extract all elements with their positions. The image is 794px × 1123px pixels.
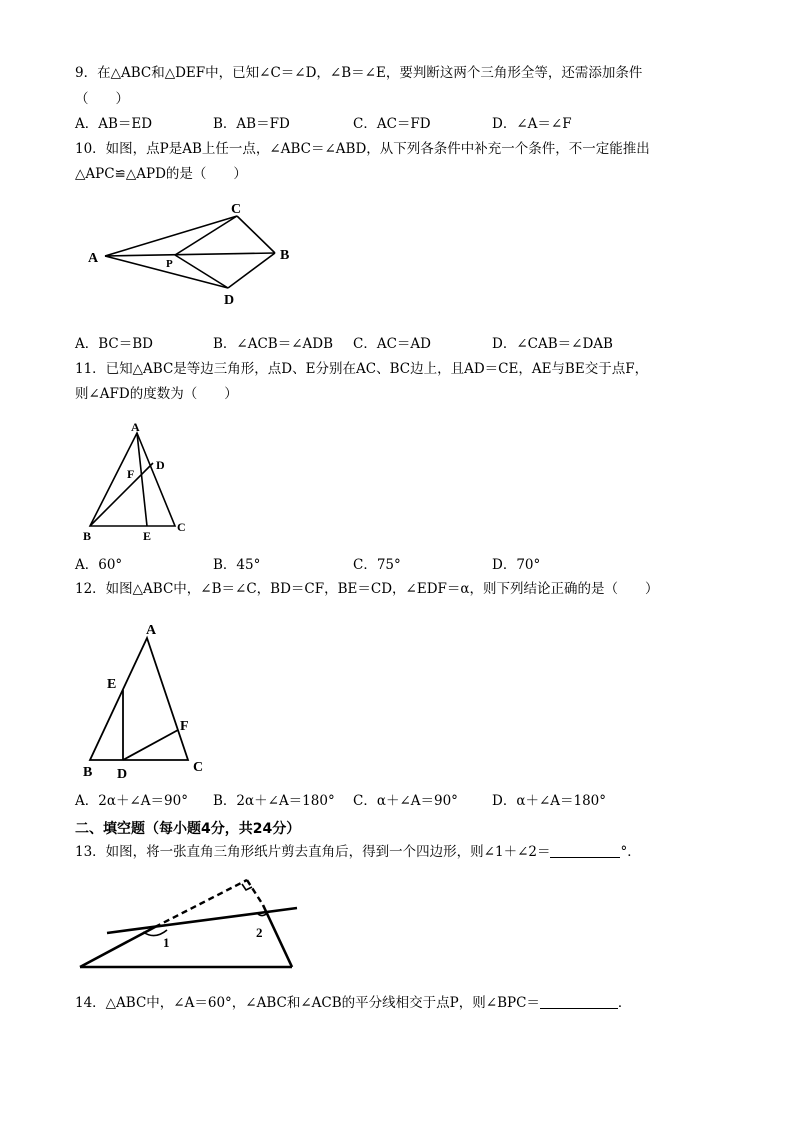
q11-option-c: C．75° (353, 557, 401, 573)
q14-stem-text: 14．△ABC中，∠A＝60°，∠ABC和∠ACB的平分线相交于点P，则∠BPC＝ (75, 995, 540, 1011)
q10-segment-cb (237, 216, 275, 253)
q10-label-b: B (280, 248, 290, 263)
q13-label-angle1: 1 (163, 935, 170, 950)
q11-option-d: D．70° (492, 557, 541, 573)
q10-stem-line2: △APC≌△APD的是（ ） (75, 166, 247, 182)
q14-stem (75, 994, 631, 1012)
q12-option-b: B．2α＋∠A＝180° (213, 793, 335, 809)
q9-option-c: C．AC＝FD (353, 116, 431, 132)
q13-figure (75, 870, 310, 975)
q11-label-a: A (131, 420, 140, 434)
q9-option-d: D．∠A＝∠F (492, 116, 572, 132)
q10-label-d: D (224, 293, 235, 308)
q13-dashed-right (247, 880, 263, 905)
q10-label-c: C (231, 202, 242, 217)
q12-option-a: A．2α＋∠A＝90° (75, 793, 188, 809)
q14-suffix: ． (617, 995, 632, 1011)
q10-option-c: C．AC＝AD (353, 336, 431, 352)
q13-right-angle-mark (242, 884, 252, 890)
q12-segment-df (123, 730, 178, 760)
q10-option-b: B．∠ACB＝∠ADB (213, 336, 334, 352)
q10-label-p: P (166, 258, 173, 270)
q11-stem-line2: 则∠AFD的度数为（ ） (75, 386, 238, 402)
q12-label-d: D (117, 767, 128, 782)
q10-segment-pd (175, 255, 228, 288)
q13-right-side (263, 905, 292, 967)
q10-figure (80, 198, 310, 308)
q10-segment-ab (105, 253, 275, 256)
q12-triangle-abc (90, 638, 188, 760)
q11-option-a: A．60° (75, 557, 123, 573)
q12-label-e: E (107, 677, 117, 692)
q11-figure (80, 418, 195, 543)
q13-stem (75, 843, 641, 861)
q10-option-a: A．BC＝BD (75, 336, 153, 352)
q12-label-f: F (180, 719, 189, 734)
q13-label-angle2: 2 (256, 925, 263, 940)
q9-option-b: B．AB＝FD (213, 116, 290, 132)
q10-option-d: D．∠CAB＝∠DAB (492, 336, 613, 352)
q12-label-b: B (83, 765, 93, 780)
q12-option-c: C．α＋∠A＝90° (353, 793, 458, 809)
q10-segment-pc (175, 216, 237, 255)
q11-label-c: C (177, 520, 186, 534)
section-title-fill-in: 二、填空题（每小题4分，共24分） (75, 821, 301, 837)
q10-segment-db (228, 253, 275, 288)
q9-option-a: A．AB＝ED (75, 116, 153, 132)
q13-stem-text: 13．如图，将一张直角三角形纸片剪去直角后，得到一个四边形，则∠1＋∠2＝ (75, 844, 551, 860)
q11-option-b: B．45° (213, 557, 261, 573)
q11-label-f: F (127, 467, 135, 481)
q12-option-d: D．α＋∠A＝180° (492, 793, 607, 809)
q11-label-b: B (83, 529, 92, 543)
q11-label-e: E (143, 529, 152, 543)
q9-stem-text: 9．在△ABC和△DEF中，已知∠C＝∠D，∠B＝∠E，要判断这两个三角形全等，还需添加条件 (75, 65, 643, 81)
q12-stem: 12．如图△ABC中，∠B＝∠C，BD＝CF，BE＝CD，∠EDF＝α，则下列结论正确的是（ ） (75, 581, 659, 597)
q11-label-d: D (156, 458, 165, 472)
q10-label-a: A (88, 251, 99, 266)
q13-answer-blank[interactable] (550, 843, 620, 858)
q12-figure (80, 618, 210, 783)
q9-paren (75, 90, 129, 108)
q12-label-a: A (146, 623, 157, 638)
q10-segment-ac (105, 216, 237, 256)
q10-stem-line1: 10．如图，点P是AB上任一点，∠ABC＝∠ABD，从下列各条件中补充一个条件，不一定能推出 (75, 141, 650, 157)
q14-answer-blank[interactable] (540, 994, 618, 1009)
q13-suffix: °． (620, 844, 641, 860)
q9-paren-text: （ ） (75, 91, 129, 107)
q9-stem (75, 64, 642, 82)
q11-stem-line1: 11．已知△ABC是等边三角形，点D、E分别在AC、BC边上，且AD＝CE，AE与BE交于点F， (75, 361, 649, 377)
q12-label-c: C (193, 760, 204, 775)
